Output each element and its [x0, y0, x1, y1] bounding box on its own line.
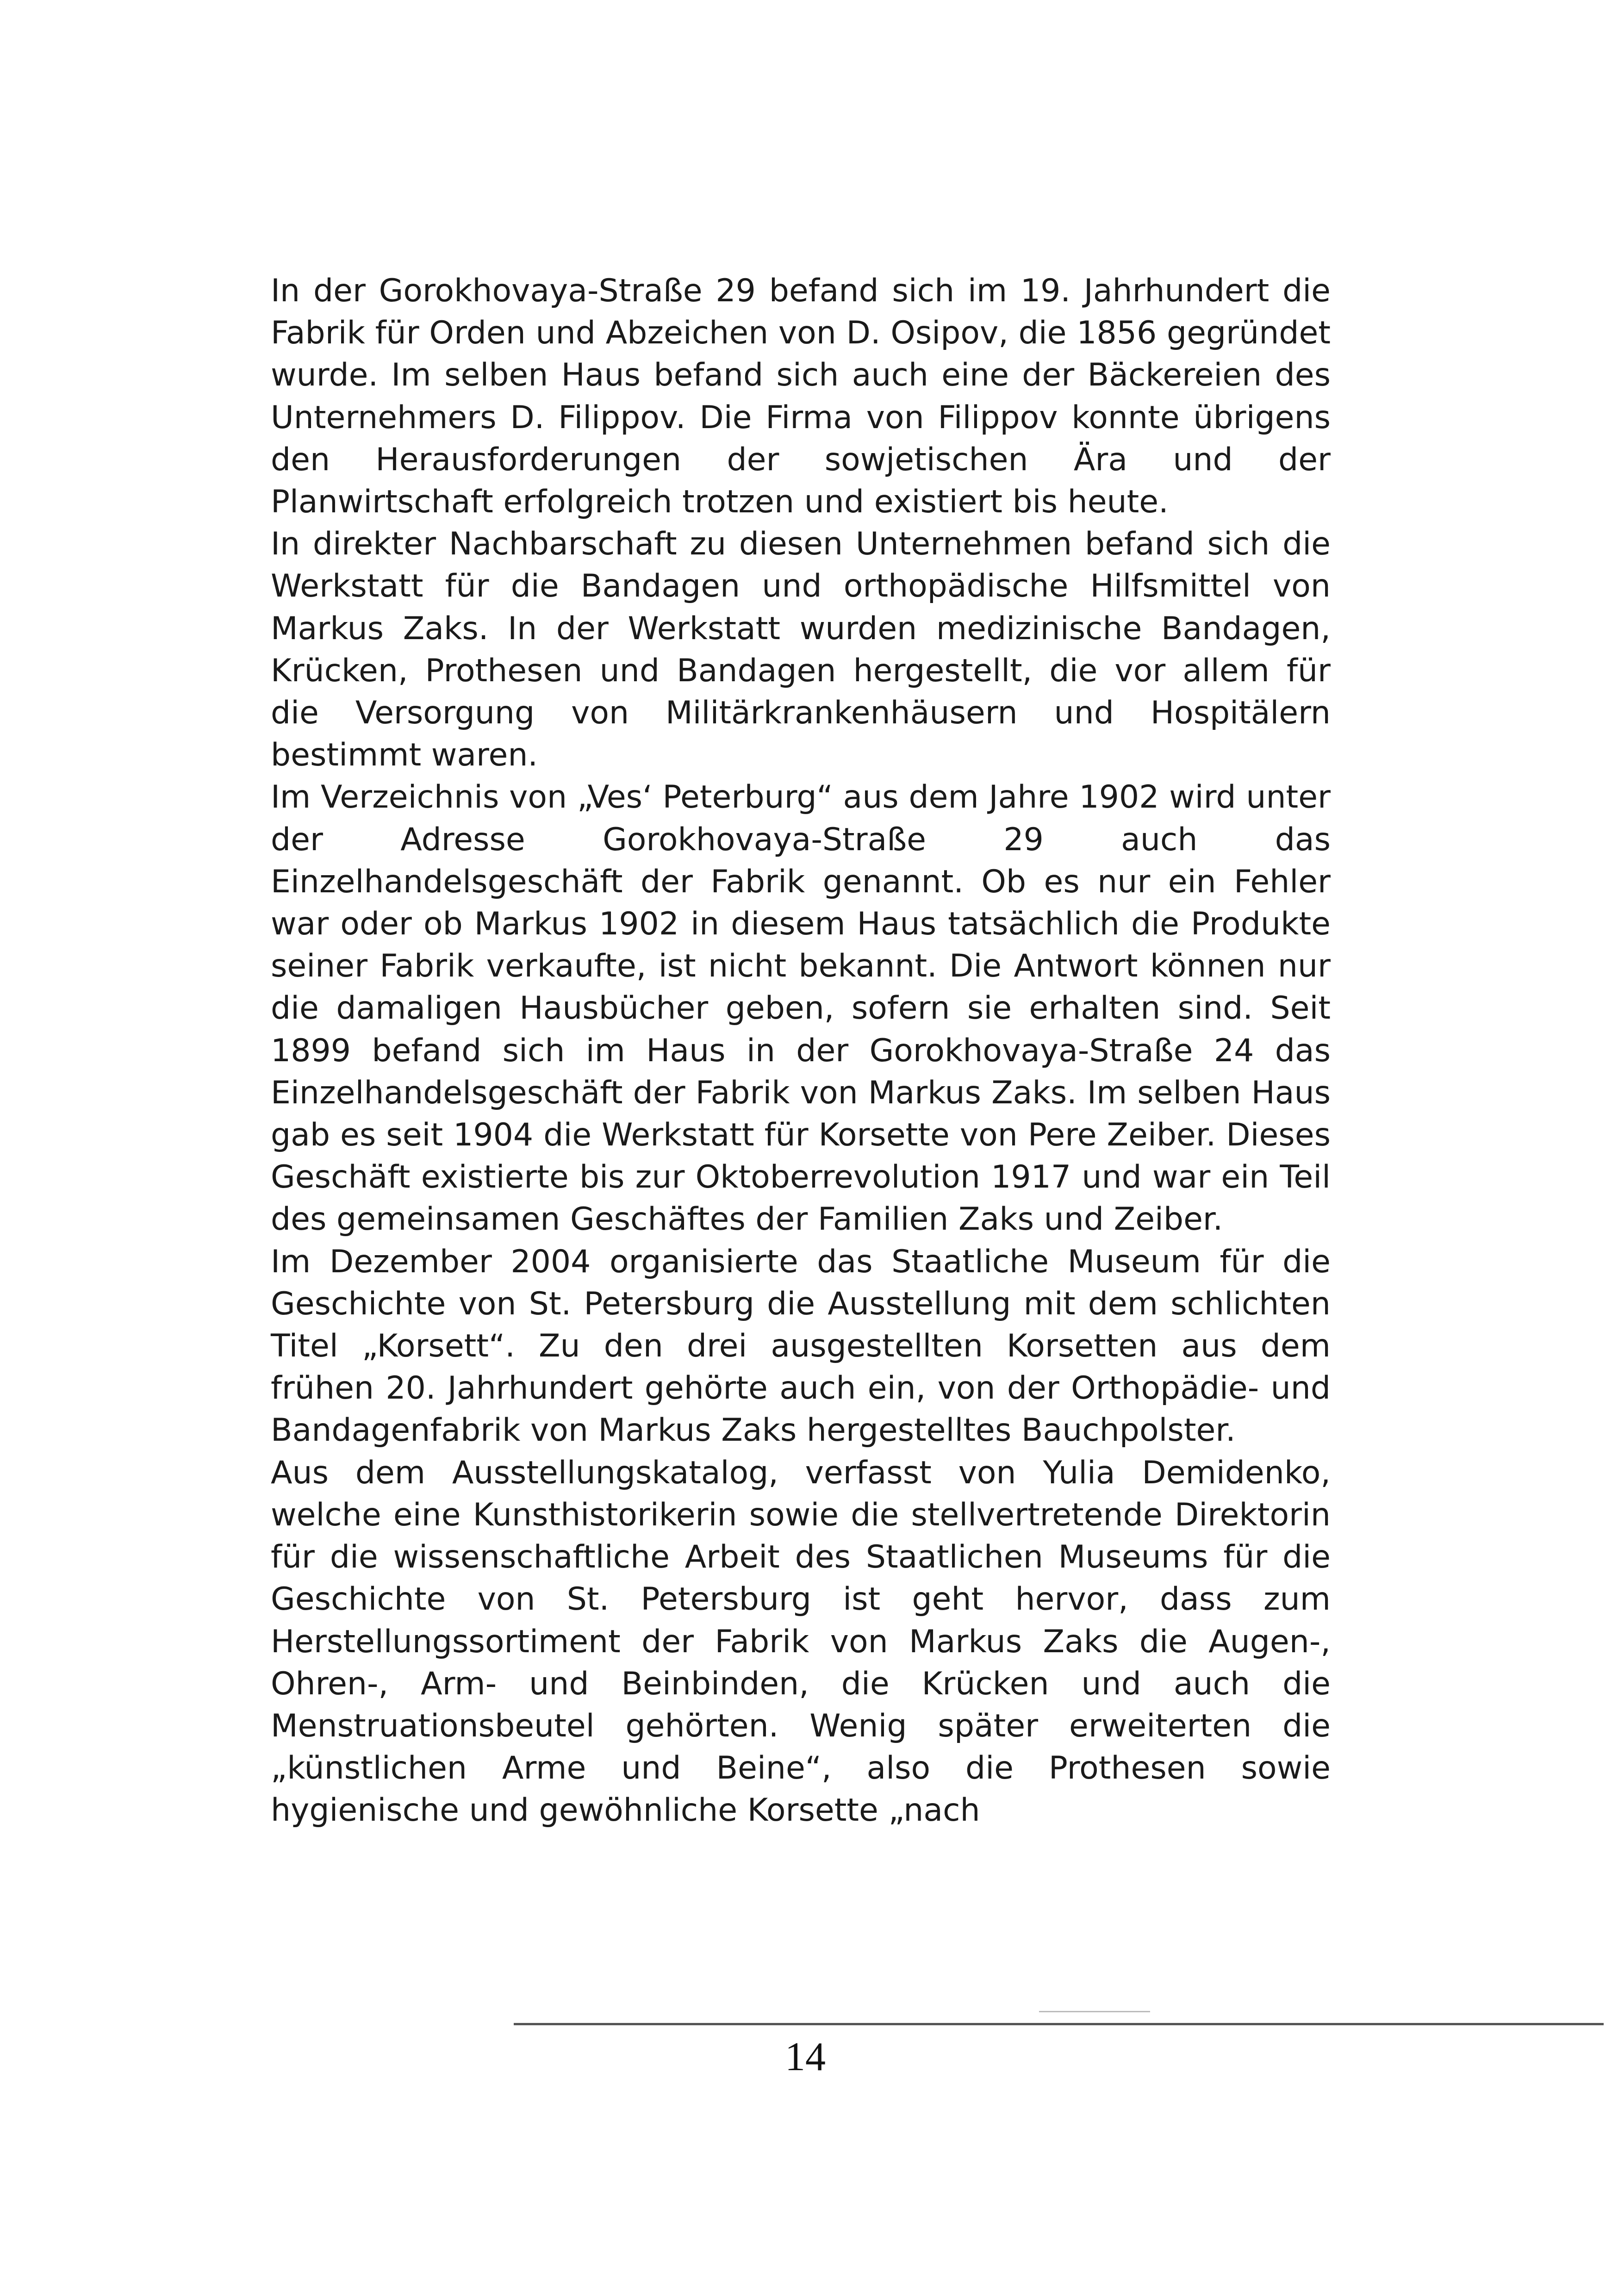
paragraph: Im Dezember 2004 organisierte das Staatliche Museum für die Geschichte von St. Petersburg die Ausstellung mit dem schlichten Titel „Korsett“. Zu den drei ausgestellten Korsetten aus dem frühen 20. Jahrhundert gehörte auch ein, von der Orthopädie- und Bandagenfabrik von Markus Zaks hergestelltes Bauchpolster.	[271, 1243, 1331, 1449]
page-number: 14	[785, 2035, 826, 2079]
footer-thin-rule	[1039, 2011, 1150, 2012]
paragraph: In direkter Nachbarschaft zu diesen Unternehmen befand sich die Werkstatt für die Bandagen und orthopädische Hilfsmittel von Markus Zaks. In der Werkstatt wurden medizinische Bandagen, Krücken, Prothesen und Bandagen hergestellt, die vor allem für die Versorgung von Militärkrankenhäusern und Hospitälern bestimmt waren.	[271, 526, 1331, 774]
footer-rule	[514, 2023, 1604, 2025]
body-text	[271, 270, 1331, 1832]
paragraph: Im Verzeichnis von „Ves‘ Peterburg“ aus dem Jahre 1902 wird unter der Adresse Gorokhovaya-Straße 29 auch das Einzelhandelsgeschäft der Fabrik genannt. Ob es nur ein Fehler war oder ob Markus 1902 in diesem Haus tatsächlich die Produkte seiner Fabrik verkaufte, ist nicht bekannt. Die Antwort können nur die damaligen Hausbücher geben, sofern sie erhalten sind. Seit 1899 befand sich im Haus in der Gorokhovaya-Straße 24 das Einzelhandelsgeschäft der Fabrik von Markus Zaks. Im selben Haus gab es seit 1904 die Werkstatt für Korsette von Pere Zeiber. Dieses Geschäft existierte bis zur Oktoberrevolution 1917 und war ein Teil des gemeinsamen Geschäftes der Familien Zaks und Zeiber.	[271, 779, 1331, 1238]
paragraph: Aus dem Ausstellungskatalog, verfasst von Yulia Demidenko, welche eine Kunsthistorikerin sowie die stellvertretende Direktorin für die wissenschaftliche Arbeit des Staatlichen Museums für die Geschichte von St. Petersburg ist geht hervor, dass zum Herstellungssortiment der Fabrik von Markus Zaks die Augen-, Ohren-, Arm- und Beinbinden, die Krücken und auch die Menstruationsbeutel gehörten. Wenig später erweiterten die „künstlichen Arme und Beine“, also die Prothesen sowie hygienische und gewöhnliche Korsette „nach	[271, 1454, 1331, 1829]
paragraph: In der Gorokhovaya-Straße 29 befand sich im 19. Jahrhundert die Fabrik für Orden und Abzeichen von D. Osipov, die 1856 gegründet wurde. Im selben Haus befand sich auch eine der Bäckereien des Unternehmers D. Filippov. Die Firma von Filippov konnte übrigens den Herausforderungen der sowjetischen Ära und der Planwirtschaft erfolgreich trotzen und existiert bis heute.	[271, 273, 1331, 521]
